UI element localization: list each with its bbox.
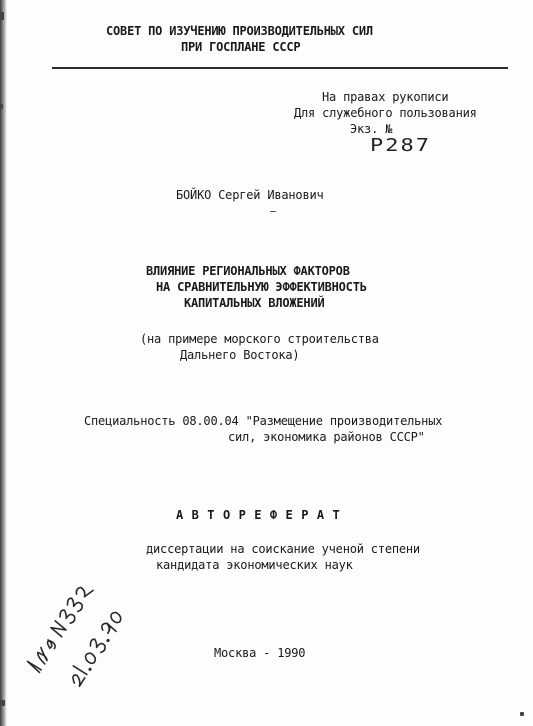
header-subordination: ПРИ ГОСПЛАНЕ СССР bbox=[181, 40, 301, 54]
author-name: БОЙКО Сергей Иванович bbox=[176, 188, 324, 202]
handwritten-inventory-stamp bbox=[6, 560, 156, 690]
title-line-2: НА СРАВНИТЕЛЬНУЮ ЭФФЕКТИВНОСТЬ bbox=[156, 280, 367, 294]
document-type: А В Т О Р Е Ф Е Р А Т bbox=[176, 508, 341, 522]
place-and-year: Москва - 1990 bbox=[214, 646, 306, 660]
scan-edge-mark bbox=[0, 104, 3, 109]
specialty-line-1: Специальность 08.00.04 "Размещение производительных bbox=[84, 414, 443, 428]
copy-label: Экз. № bbox=[350, 122, 393, 136]
separator-tick bbox=[270, 211, 276, 212]
title-line-1: ВЛИЯНИЕ РЕГИОНАЛЬНЫХ ФАКТОРОВ bbox=[146, 264, 350, 278]
purpose-line-1: диссертации на соискание ученой степени bbox=[146, 542, 420, 556]
scan-edge-mark bbox=[0, 12, 4, 20]
purpose-line-2: кандидата экономических наук bbox=[156, 558, 353, 572]
header-rule bbox=[52, 67, 508, 69]
rights-manuscript: На правах рукописи bbox=[322, 90, 449, 104]
subtitle-line-1: (на примере морского строительства bbox=[140, 332, 379, 346]
scan-speck bbox=[520, 712, 524, 716]
scan-edge-mark bbox=[1, 700, 5, 706]
header-organization: СОВЕТ ПО ИЗУЧЕНИЮ ПРОИЗВОДИТЕЛЬНЫХ СИЛ bbox=[106, 24, 373, 38]
copy-number: Р287 bbox=[370, 136, 431, 156]
rights-restricted: Для служебного пользования bbox=[294, 106, 477, 120]
title-line-3: КАПИТАЛЬНЫХ ВЛОЖЕНИЙ bbox=[184, 296, 325, 310]
subtitle-line-2: Дальнего Востока) bbox=[180, 348, 300, 362]
specialty-line-2: сил, экономика районов СССР" bbox=[228, 430, 425, 444]
